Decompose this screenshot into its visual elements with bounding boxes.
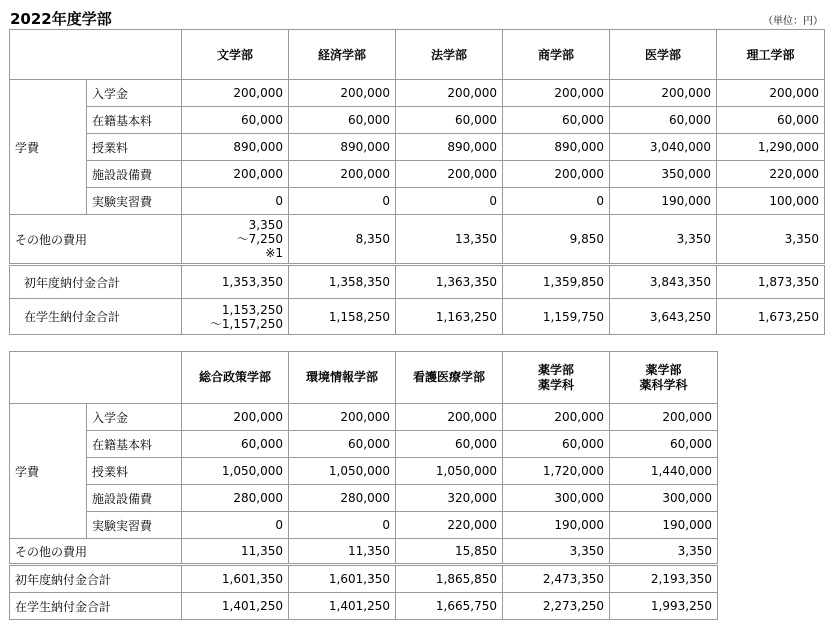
value-cell: 190,000 — [610, 188, 717, 215]
header-row — [10, 352, 718, 404]
other-fees-row — [10, 215, 825, 265]
faculty-header — [182, 352, 289, 404]
table-row — [10, 431, 718, 458]
value-cell: 890,000 — [396, 134, 503, 161]
value-cell: 0 — [289, 188, 396, 215]
header-line: 薬学部 — [645, 362, 682, 377]
value-cell: 1,359,850 — [503, 265, 610, 299]
value-cell: 1,050,000 — [289, 458, 396, 485]
value-cell: 280,000 — [289, 485, 396, 512]
table-row — [10, 404, 718, 431]
value-cell: 280,000 — [182, 485, 289, 512]
value-cell: 300,000 — [610, 485, 718, 512]
value-cell: 200,000 — [610, 404, 718, 431]
faculty-header: 文学部 — [182, 30, 289, 80]
value-cell: 1,665,750 — [396, 593, 503, 620]
corner-cell — [10, 30, 182, 80]
value-cell: 60,000 — [289, 107, 396, 134]
value-cell: 0 — [396, 188, 503, 215]
table-row — [10, 134, 825, 161]
row-label: その他の費用 — [10, 215, 182, 265]
value-cell: 0 — [182, 512, 289, 539]
value-cell: 1,720,000 — [503, 458, 610, 485]
page-title: 2022年度学部 — [10, 10, 112, 28]
value-line: 1,153,250 — [221, 302, 283, 317]
value-cell: 60,000 — [610, 107, 717, 134]
value-cell: 60,000 — [503, 107, 610, 134]
value-cell: 1,290,000 — [717, 134, 825, 161]
value-cell: 60,000 — [182, 107, 289, 134]
header-line: 薬科学科 — [639, 377, 688, 392]
value-cell: 60,000 — [503, 431, 610, 458]
value-cell — [182, 299, 289, 335]
value-cell: 1,401,250 — [289, 593, 396, 620]
value-cell: 300,000 — [503, 485, 610, 512]
faculty-header — [396, 352, 503, 404]
value-cell: 1,163,250 — [396, 299, 503, 335]
value-cell: 1,601,350 — [289, 565, 396, 593]
value-cell: 3,350 — [610, 539, 718, 565]
first-year-total-row — [10, 265, 825, 299]
value-cell: 1,865,850 — [396, 565, 503, 593]
value-cell: 890,000 — [182, 134, 289, 161]
value-cell: 890,000 — [503, 134, 610, 161]
faculty-header: 理工学部 — [717, 30, 825, 80]
value-cell: 200,000 — [289, 80, 396, 107]
value-cell: 0 — [503, 188, 610, 215]
value-cell: 200,000 — [503, 161, 610, 188]
value-cell: 2,473,350 — [503, 565, 610, 593]
row-label: 在籍基本料 — [87, 431, 182, 458]
row-label: 実験実習費 — [87, 512, 182, 539]
value-cell: 200,000 — [182, 80, 289, 107]
value-cell: 60,000 — [396, 431, 503, 458]
value-cell: 220,000 — [717, 161, 825, 188]
row-label: 実験実習費 — [87, 188, 182, 215]
value-cell: 8,350 — [289, 215, 396, 265]
row-label: 入学金 — [87, 80, 182, 107]
value-cell: 200,000 — [289, 161, 396, 188]
value-cell: 3,350 — [717, 215, 825, 265]
value-cell: 60,000 — [610, 431, 718, 458]
value-cell: 1,159,750 — [503, 299, 610, 335]
table-row — [10, 161, 825, 188]
value-cell: 320,000 — [396, 485, 503, 512]
footnote-mark: ※1 — [265, 246, 283, 260]
value-cell: 190,000 — [610, 512, 718, 539]
header-line: 薬学部 — [537, 362, 574, 377]
row-label: その他の費用 — [10, 539, 182, 565]
faculty-header: 経済学部 — [289, 30, 396, 80]
faculty-header — [289, 352, 396, 404]
value-cell: 1,050,000 — [396, 458, 503, 485]
value-cell: 1,358,350 — [289, 265, 396, 299]
row-label: 初年度納付金合計 — [10, 265, 182, 299]
header-line: 薬学科 — [537, 377, 574, 392]
value-line: ～7,250 — [236, 232, 283, 246]
value-cell: 200,000 — [503, 80, 610, 107]
value-cell: 0 — [289, 512, 396, 539]
value-cell: 1,050,000 — [182, 458, 289, 485]
table-row — [10, 188, 825, 215]
value-cell: 200,000 — [610, 80, 717, 107]
value-cell: 1,440,000 — [610, 458, 718, 485]
other-fees-row — [10, 539, 718, 565]
value-cell: 1,401,250 — [182, 593, 289, 620]
header-line: 総合政策学部 — [198, 370, 271, 384]
value-cell: 13,350 — [396, 215, 503, 265]
first-year-total-row — [10, 565, 718, 593]
value-cell: 9,850 — [503, 215, 610, 265]
row-label: 施設設備費 — [87, 485, 182, 512]
value-cell: 3,040,000 — [610, 134, 717, 161]
value-cell: 100,000 — [717, 188, 825, 215]
value-cell: 60,000 — [289, 431, 396, 458]
value-cell: 11,350 — [289, 539, 396, 565]
tuition-table-1 — [9, 29, 825, 335]
faculty-header: 法学部 — [396, 30, 503, 80]
value-cell: 220,000 — [396, 512, 503, 539]
unit-note: （単位：円） — [763, 16, 823, 27]
value-line: ～1,157,250 — [209, 316, 283, 331]
value-cell: 60,000 — [396, 107, 503, 134]
row-label: 在学生納付金合計 — [10, 299, 182, 335]
value-cell: 15,850 — [396, 539, 503, 565]
faculty-header — [610, 352, 718, 404]
value-cell: 3,843,350 — [610, 265, 717, 299]
value-cell: 350,000 — [610, 161, 717, 188]
row-label: 施設設備費 — [87, 161, 182, 188]
enrolled-total-row — [10, 299, 825, 335]
table-row — [10, 458, 718, 485]
value-cell: 1,601,350 — [182, 565, 289, 593]
enrolled-total-row — [10, 593, 718, 620]
value-cell: 200,000 — [503, 404, 610, 431]
value-cell: 2,193,350 — [610, 565, 718, 593]
value-cell: 60,000 — [182, 431, 289, 458]
value-cell: 200,000 — [717, 80, 825, 107]
value-cell — [182, 215, 289, 265]
faculty-header — [503, 352, 610, 404]
row-label: 在籍基本料 — [87, 107, 182, 134]
value-cell: 890,000 — [289, 134, 396, 161]
value-cell: 11,350 — [182, 539, 289, 565]
table-row — [10, 485, 718, 512]
value-cell: 2,273,250 — [503, 593, 610, 620]
group-label: 学費 — [10, 404, 87, 539]
value-cell: 3,643,250 — [610, 299, 717, 335]
value-cell: 1,363,350 — [396, 265, 503, 299]
value-cell: 1,353,350 — [182, 265, 289, 299]
table-row — [10, 512, 718, 539]
value-cell: 200,000 — [396, 80, 503, 107]
header-line: 環境情報学部 — [305, 370, 378, 384]
value-cell: 3,350 — [503, 539, 610, 565]
row-label: 授業料 — [87, 458, 182, 485]
row-label: 在学生納付金合計 — [10, 593, 182, 620]
value-cell: 190,000 — [503, 512, 610, 539]
value-cell: 200,000 — [396, 161, 503, 188]
row-label: 入学金 — [87, 404, 182, 431]
value-cell: 1,158,250 — [289, 299, 396, 335]
table-row — [10, 107, 825, 134]
faculty-header: 医学部 — [610, 30, 717, 80]
value-line: 3,350 — [248, 218, 283, 232]
value-cell: 200,000 — [289, 404, 396, 431]
table-row — [10, 80, 825, 107]
value-cell: 1,673,250 — [717, 299, 825, 335]
tuition-table-2 — [9, 351, 718, 620]
value-cell: 60,000 — [717, 107, 825, 134]
value-cell: 1,873,350 — [717, 265, 825, 299]
corner-cell — [10, 352, 182, 404]
header-line: 看護医療学部 — [412, 370, 485, 384]
value-cell: 200,000 — [396, 404, 503, 431]
group-label: 学費 — [10, 80, 87, 215]
value-cell: 200,000 — [182, 404, 289, 431]
value-cell: 3,350 — [610, 215, 717, 265]
faculty-header: 商学部 — [503, 30, 610, 80]
value-cell: 0 — [182, 188, 289, 215]
header-row — [10, 30, 825, 80]
value-cell: 1,993,250 — [610, 593, 718, 620]
value-cell: 200,000 — [182, 161, 289, 188]
row-label: 授業料 — [87, 134, 182, 161]
row-label: 初年度納付金合計 — [10, 565, 182, 593]
